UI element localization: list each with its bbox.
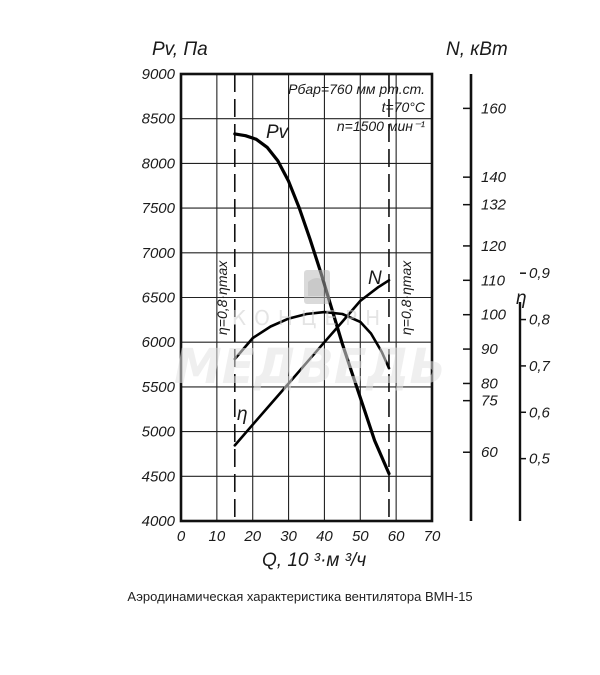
limit-label-right: η=0,8·ηmax (398, 260, 414, 335)
watermark-line2: МЕДВЕДЬ (173, 339, 447, 395)
y-power-axis-title: N, кВт (446, 39, 508, 60)
y-power-tick-label: 100 (481, 306, 507, 324)
bear-emblem (304, 270, 330, 304)
x-axis-title: Q, 10 ³·м ³/ч (262, 550, 367, 571)
y-efficiency-tick-label: 0,6 (529, 404, 550, 422)
annotation-pressure: Рбар=760 мм рт.ст. (288, 81, 425, 97)
x-tick-label: 20 (244, 528, 262, 545)
y-efficiency-axis-title: η (516, 288, 527, 309)
y-pressure-tick-label: 8500 (141, 110, 175, 128)
series-label-eta: η (237, 404, 248, 425)
limit-label-left: η=0,8·ηmax (214, 260, 230, 335)
y-pressure-tick-label: 9000 (141, 66, 175, 83)
x-tick-label: 50 (351, 528, 369, 545)
series-label-pv: Pv (266, 122, 289, 143)
series-label-n: N (368, 268, 382, 289)
y-efficiency-tick-label: 0,5 (529, 450, 550, 468)
chart-caption: Аэродинамическая характеристика вентилятора ВМН-15 (127, 589, 473, 604)
y-power-tick-label: 90 (481, 341, 498, 359)
y-pressure-tick-label: 6000 (141, 334, 175, 352)
y-power-tick-label: 110 (481, 272, 505, 290)
x-tick-label: 10 (208, 528, 226, 545)
y-efficiency-tick-label: 0,7 (529, 357, 550, 375)
watermark-line1: КОНЦЕРН (231, 306, 389, 330)
y-power-tick-label: 60 (481, 444, 498, 462)
y-pressure-tick-label: 5500 (141, 378, 175, 396)
y-power-tick-label: 160 (481, 100, 507, 118)
y-pressure-tick-label: 7000 (141, 244, 175, 262)
x-tick-label: 70 (423, 528, 441, 545)
y-pressure-tick-label: 6500 (141, 289, 175, 307)
x-tick-label: 60 (387, 528, 405, 545)
annotation-speed: n=1500 мин⁻¹ (336, 118, 425, 134)
y-power-tick-label: 132 (481, 196, 507, 214)
x-tick-label: 30 (280, 528, 297, 545)
y-pressure-tick-label: 4000 (141, 513, 175, 530)
x-tick-label: 40 (316, 528, 333, 545)
y-pressure-tick-label: 7500 (141, 200, 175, 218)
y-pressure-tick-label: 5000 (141, 423, 175, 441)
y-power-tick-label: 80 (481, 375, 498, 393)
x-tick-label: 0 (176, 528, 186, 545)
y-efficiency-tick-label: 0,8 (529, 311, 550, 329)
y-pressure-tick-label: 4500 (141, 468, 175, 486)
conditions-annotation (288, 81, 426, 134)
annotation-temperature: t=70°C (381, 99, 425, 115)
y-power-tick-label: 75 (481, 392, 498, 410)
y-pressure-axis-title: Pv, Па (152, 39, 208, 60)
y-power-tick-label: 120 (481, 237, 507, 255)
y-efficiency-tick-label: 0,9 (529, 265, 550, 283)
y-pressure-tick-label: 8000 (141, 155, 175, 173)
y-power-tick-label: 140 (481, 169, 507, 187)
